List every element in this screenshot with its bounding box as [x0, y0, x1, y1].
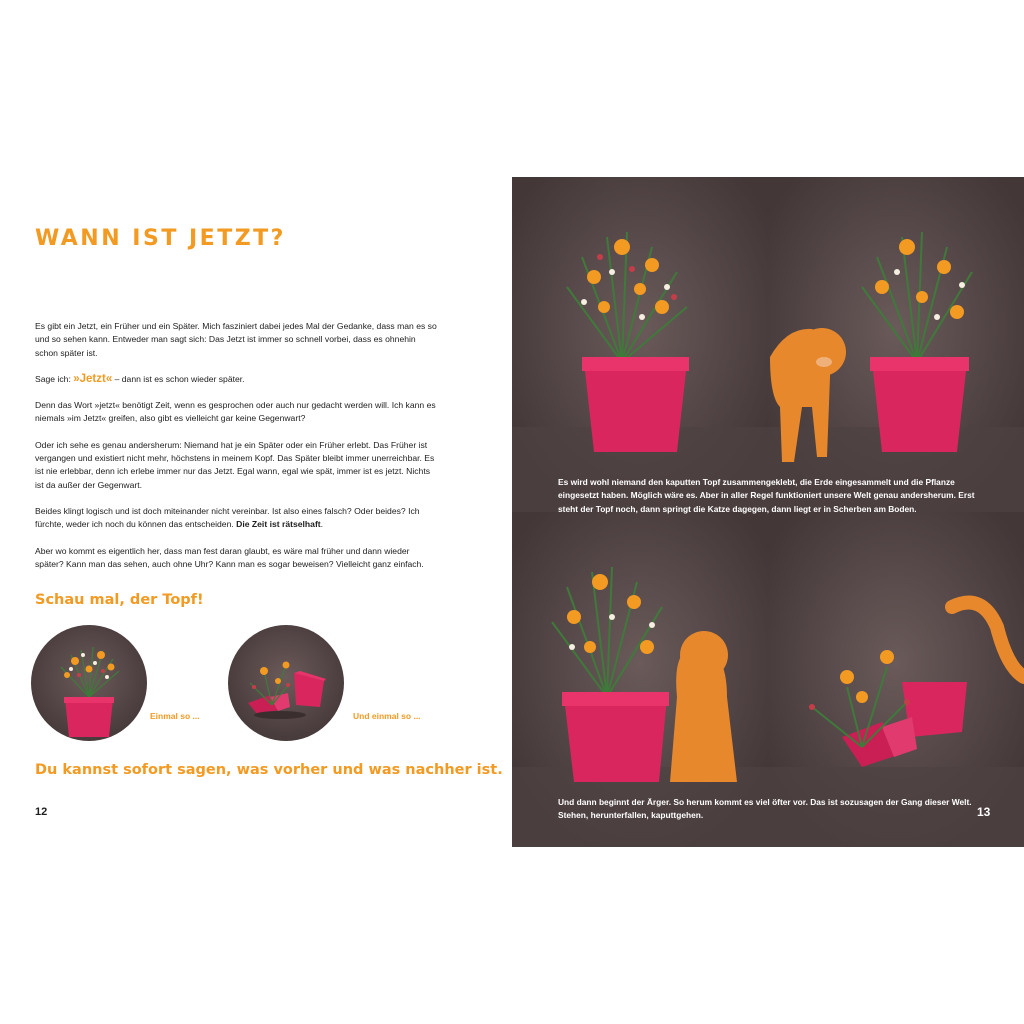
paragraph-3: Denn das Wort »jetzt« benötigt Zeit, wenn es gesprochen oder auch nur gedacht werden will. Ich kann es niemals »im Jetzt« greifen, also gibt es vielleicht gar keine Gegenwart?: [35, 400, 436, 424]
subheading-before-after: Du kannst sofort sagen, was vorher und was nachher ist.: [35, 762, 503, 778]
subheading-pot: Schau mal, der Topf!: [35, 592, 204, 608]
intact-pot-illustration: [31, 625, 147, 741]
paragraph-2: [35, 373, 440, 386]
paragraph-5-prefix: Beides klingt logisch und ist doch miteinander nicht vereinbar. Ist also eines falsch? Oder beides? Ich fürchte, weder ich noch du können das entscheiden.: [35, 505, 420, 530]
caption-bottom: Und dann beginnt der Ärger. So herum kommt es viel öfter vor. Das ist sozusagen der Gang dieser Welt. Stehen, herunterfallen, kaputtgehen.: [558, 797, 972, 821]
paragraph-5-suffix: .: [320, 519, 324, 530]
caption-broken: Und einmal so ...: [353, 711, 421, 721]
page-number-right: 13: [977, 805, 991, 819]
broken-pot-illustration: [228, 625, 344, 741]
page-title: WANN IST JETZT?: [35, 226, 286, 251]
paragraph-6: Aber wo kommt es eigentlich her, dass man fest daran glaubt, es wäre mal früher und dann wieder später? Kann man das sehen, auch ohne Uhr? Kann man es sogar beweisen? Vielleicht ganz einfach.: [35, 545, 424, 569]
paragraph-5: [35, 505, 440, 532]
jetzt-highlight: »Jetzt«: [73, 372, 113, 385]
paragraph-2-prefix: Sage ich:: [35, 373, 74, 384]
body-text: [35, 320, 440, 584]
paragraph-4: Oder ich sehe es genau andersherum: Niemand hat je ein Später oder ein Früher erlebt. Das Früher ist vergangen und existiert nicht mehr, höchstens in meinem Kopf. Das Später bleibt immer unerreichbar. Es ist nie erlebbar, denn ich erlebe immer nur das Jetzt. Egal wann, egal wie spät, immer ist es jetzt. Nichts ist da außer der Gegenwart.: [35, 439, 435, 490]
page-number-left: 12: [35, 806, 48, 818]
paragraph-5-bold: Die Zeit ist rätselhaft: [236, 519, 321, 530]
paragraph-1: Es gibt ein Jetzt, ein Früher und ein Später. Mich fasziniert dabei jedes Mal der Gedanke, dass man es so und so sehen kann. Entweder man sagt sich: Das Jetzt ist immer so schnell vorbei, dass es ohnehin schon später ist.: [35, 321, 437, 358]
caption-top: Es wird wohl niemand den kaputten Topf zusammengeklebt, die Erde eingesammelt und die Pflanze eingesetzt haben. Möglich wäre es. Aber in aller Regel funktioniert unsere Welt genau andersherum. Erst steht der Topf noch, dann springt die Katze dagegen, dann liegt er in Scherben am Boden.: [558, 477, 975, 514]
right-page-illustration: [512, 177, 1024, 847]
paragraph-2-suffix: – dann ist es schon wieder später.: [112, 373, 245, 384]
caption-intact: Einmal so ...: [150, 711, 200, 721]
